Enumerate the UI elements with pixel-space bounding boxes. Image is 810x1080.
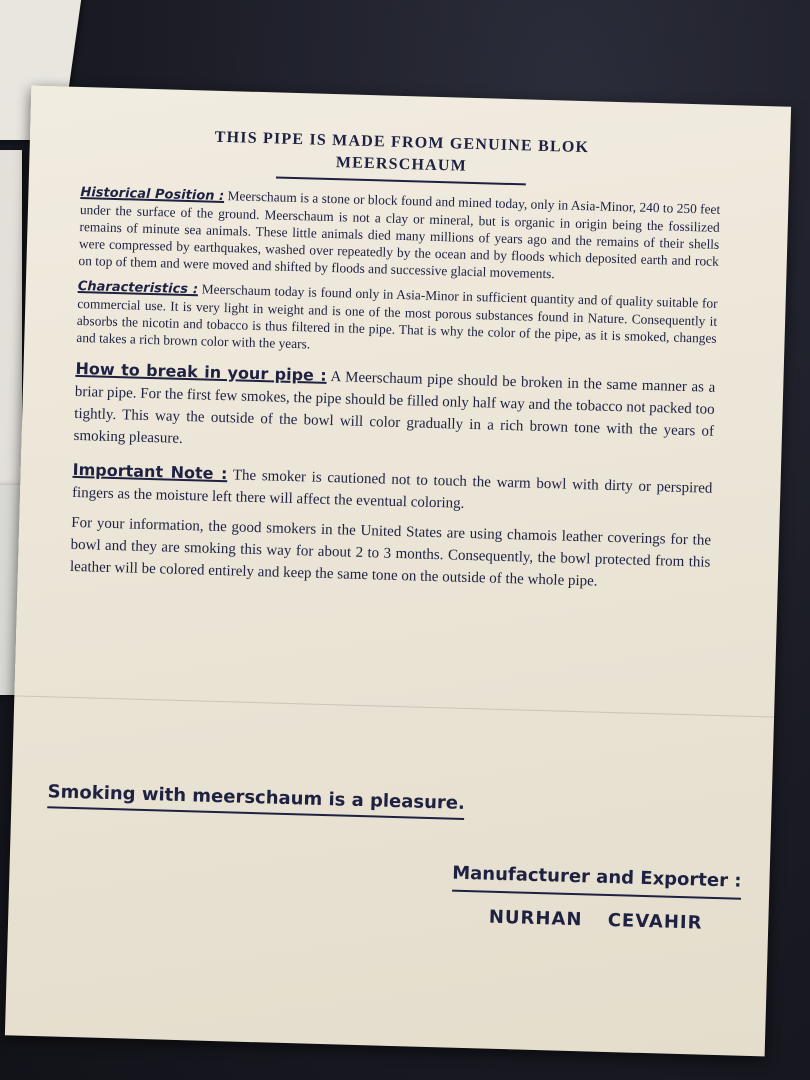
section-text: Meerschaum is a stone or block found and mined today, only in Asia-Minor, 240 to 250 feet under the surface of the ground. Meerschaum is not a clay or mineral, but is organic in origin being the fossilized remains of minute sea animals. These little animals died many millions of years ago and the remains of their shells were compressed by earthquakes, washed over repeatedly by the ocean and by floods which deposited earth and rock on top of them and were moved and shifted by floods and successive glacial movements. (78, 188, 721, 282)
section-text: The smoker is cautioned not to touch the warm bowl with dirty or perspired fingers as the moisture left there will affect the eventual coloring. (71, 467, 713, 512)
section-heading: How to break in your pipe : (75, 358, 328, 385)
leaflet-body (69, 123, 722, 604)
section-historical-position (78, 183, 720, 287)
manufacturer-block (451, 863, 742, 935)
section-text: A Meerschaum pipe should be broken in the same manner as a briar pipe. For the first few smokes, the pipe should be filled only half way and the tobacco not packed too tightly. This way the outside of the bowl will color gradually in a rich brown tone with the years of smoking pleasure. (73, 369, 716, 447)
document-title-line2: MEERSCHAUM (335, 154, 468, 175)
section-important-note (72, 459, 713, 522)
section-heading: Historical Position : (80, 184, 225, 204)
closing-slogan: Smoking with meerschaum is a pleasure. (47, 781, 465, 820)
fold-crease (14, 695, 774, 717)
paper-scrap-middle (0, 150, 22, 490)
information-paragraph: For your information, the good smokers in the United States are using chamois leather coverings for the bowl and they are smoking this way for about 2 to 3 months. Consequently, the bowl protected from this leather will be colored entirely and keep the same tone on the outside of the whole pipe. (69, 514, 712, 590)
section-characteristics (76, 277, 718, 364)
section-break-in (73, 358, 715, 465)
leaflet (5, 86, 791, 1057)
section-heading: Characteristics : (77, 278, 199, 298)
document-title-line1: THIS PIPE IS MADE FROM GENUINE BLOK (214, 128, 590, 157)
manufacturer-label: Manufacturer and Exporter : (452, 863, 742, 900)
manufacturer-name: NURHAN CEVAHIR (488, 906, 703, 934)
section-heading: Important Note : (72, 459, 228, 484)
section-text: Meerschaum today is found only in Asia-Minor in sufficient quantity and of quality suitable for commercial use. It is very light in weight and is one of the most porous substances found in Nature. Consequently it absorbs the nicotin and tobacco is thus filtered in the pipe. That is why the color of the pipe, as it is smoked, changes and takes a rich brown color with the years. (76, 281, 718, 352)
